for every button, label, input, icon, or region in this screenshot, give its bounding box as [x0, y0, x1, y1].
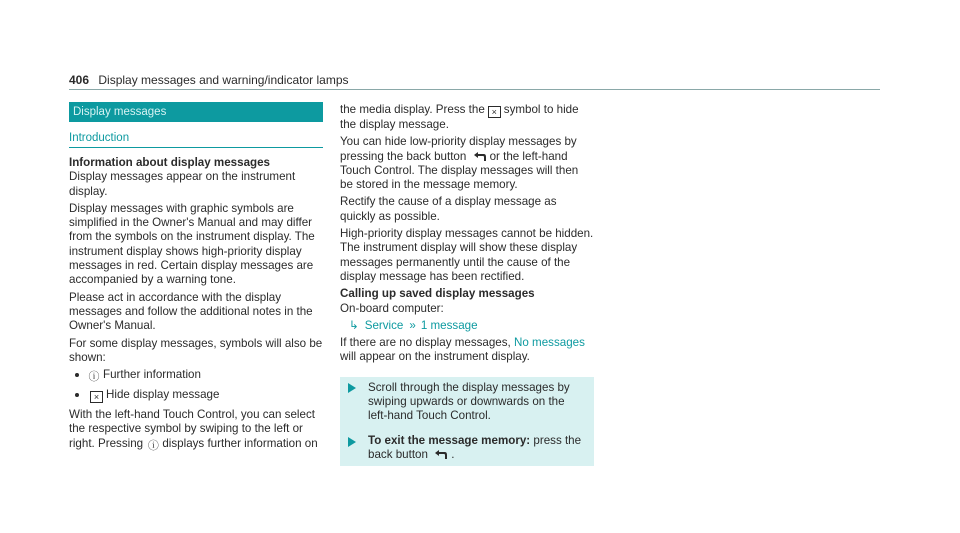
- paragraph: Rectify the cause of a display message as quickly as possible.: [340, 195, 557, 223]
- paragraph: [340, 135, 594, 192]
- step-text: Scroll through the display messages by swiping upwards or downwards on the left-hand Touch Control.: [368, 380, 570, 423]
- paragraph: [69, 408, 323, 452]
- menu-path: [340, 319, 594, 333]
- paragraph-text: the media display. Press the: [340, 103, 485, 116]
- onboard-label: On-board computer:: [340, 301, 444, 315]
- info-icon: ⓘ: [147, 439, 159, 452]
- paragraph: For some display messages, symbols will also be shown:: [69, 336, 323, 364]
- close-icon: ×: [488, 106, 501, 118]
- page-number: 406: [69, 73, 90, 87]
- paragraph-text: will appear on the instrument display.: [340, 350, 530, 364]
- header-divider: [69, 89, 880, 90]
- step-bold-text: To exit the message memory:: [368, 433, 531, 447]
- paragraph-text: You can hide low-priority display messages by pressing the back button: [340, 135, 577, 163]
- step-text: [368, 434, 586, 463]
- close-icon: ×: [90, 391, 103, 403]
- paragraph: [340, 336, 594, 365]
- subsection-title: Introduction: [69, 132, 130, 144]
- page-header-title: Display messages and warning/indicator lamps: [98, 73, 349, 87]
- section-title: Display messages: [69, 102, 323, 122]
- no-messages-label: No messages: [514, 336, 585, 350]
- back-arrow-icon: [434, 449, 448, 460]
- info-heading: Information about display messages: [69, 156, 271, 169]
- step-arrow-icon: [348, 437, 356, 447]
- list-item-label: Hide display message: [106, 388, 220, 402]
- list-item: [69, 388, 323, 403]
- paragraph-text: displays further information on: [162, 436, 318, 450]
- paragraph-text: If there are no display messages,: [340, 336, 511, 350]
- right-column: [340, 103, 594, 466]
- paragraph-text: or the left-hand Touch Control. The display messages will then be stored in the message memory.: [340, 149, 579, 192]
- symbol-list: [69, 368, 323, 403]
- info-icon: ⓘ: [88, 371, 100, 384]
- path-message: 1 message: [420, 318, 478, 332]
- path-arrow-icon: ↳: [349, 318, 359, 332]
- instruction-steps: [340, 377, 594, 466]
- instruction-step: [340, 377, 594, 428]
- calling-heading: Calling up saved display messages: [340, 287, 535, 301]
- paragraph-text: symbol to hide the display message.: [340, 103, 579, 131]
- step-text-part: .: [451, 447, 455, 461]
- double-chevron-icon: »: [409, 318, 416, 332]
- paragraph: Display messages with graphic symbols are simplified in the Owner's Manual and may differ from the symbols on the instrument display. The instrument display shows high-priority display messages in red. Certain display messages are accompanied by a warning tone.: [69, 201, 315, 287]
- paragraph: High-priority display messages cannot be hidden. The instrument display will show these display messages permanently until the cause of the display message has been rectified.: [340, 227, 594, 283]
- list-item-label: Further information: [103, 368, 201, 382]
- page-header: [69, 73, 349, 87]
- paragraph: Please act in accordance with the display messages and follow the additional notes in the Owner's Manual.: [69, 290, 313, 333]
- paragraph: Display messages appear on the instrument display.: [69, 170, 296, 198]
- instruction-step: [340, 428, 594, 467]
- step-text-part: press the back button: [368, 433, 582, 461]
- step-arrow-icon: [348, 383, 356, 393]
- paragraph-text: With the left-hand Touch Control, you can select the respective symbol by swiping to the left or right. Pressing: [69, 408, 315, 450]
- list-item: [69, 368, 323, 383]
- back-arrow-icon: [473, 151, 487, 162]
- paragraph: [340, 103, 594, 132]
- left-column: [69, 102, 323, 455]
- path-service: Service: [364, 318, 404, 332]
- subsection-divider: [69, 147, 323, 148]
